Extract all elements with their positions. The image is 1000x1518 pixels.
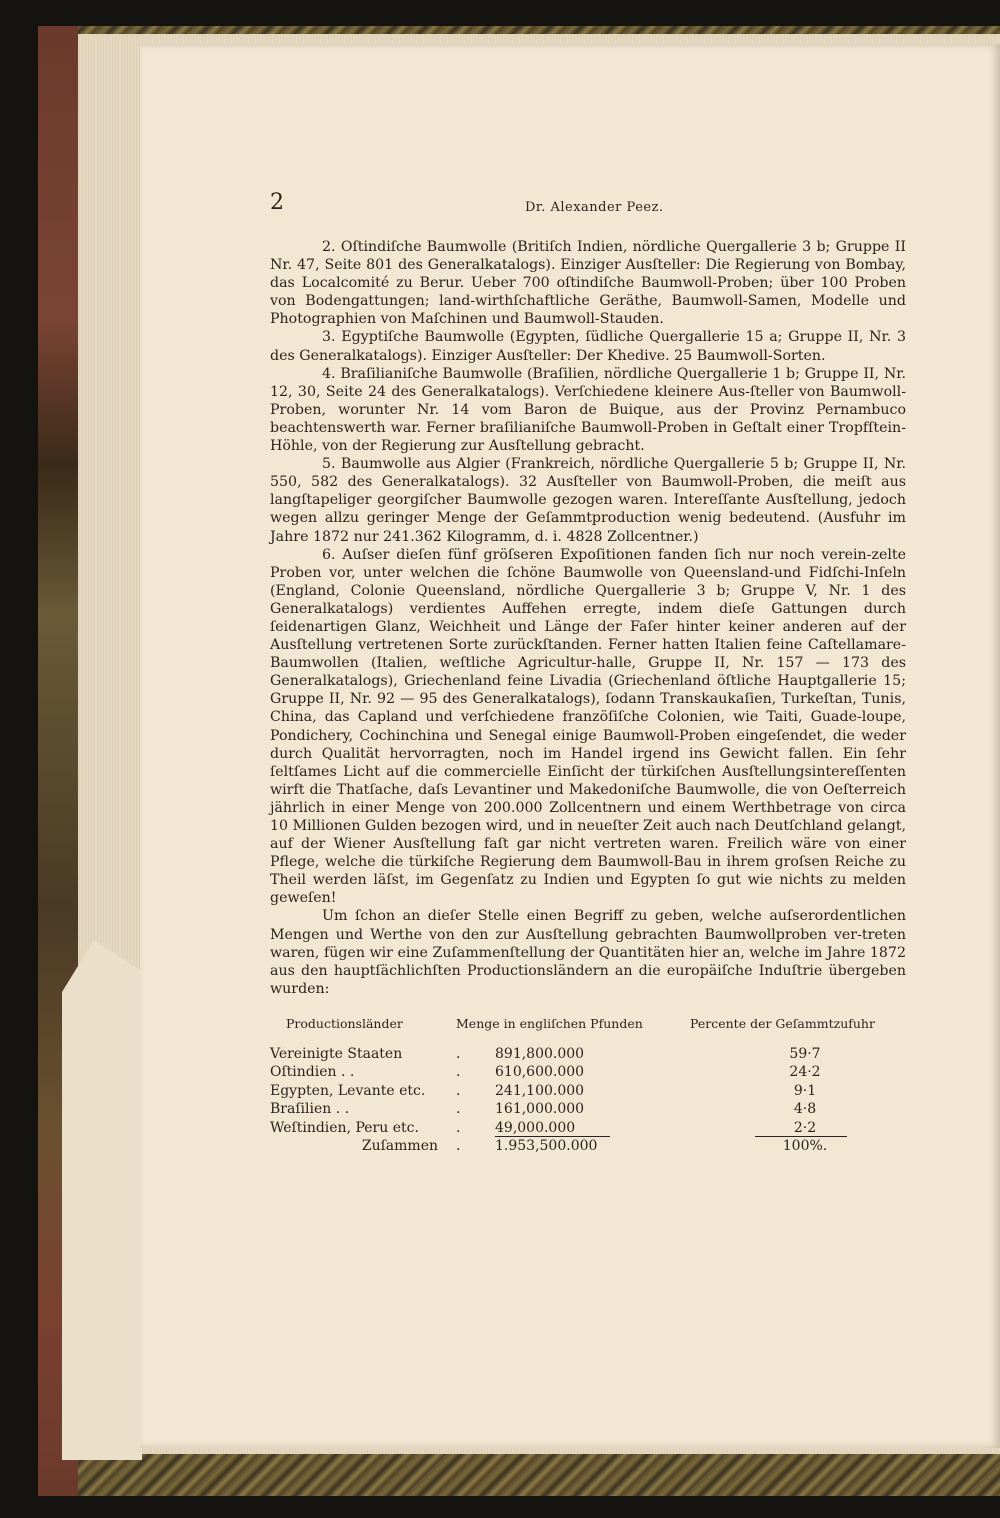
column-header-country: Productionsländer: [286, 1015, 403, 1031]
cell-country: Weſtindien, Peru etc.: [270, 1119, 419, 1136]
cell-percent: 9·1: [793, 1082, 817, 1099]
cell-dot: .: [456, 1045, 461, 1062]
cell-amount: 610,600.000: [495, 1064, 585, 1081]
column-header-percent: Percente der Geſammtzufuhr: [690, 1015, 875, 1031]
text-body: [270, 238, 906, 998]
cell-total-percent: 100%.: [782, 1138, 828, 1155]
cell-dot: .: [456, 1119, 461, 1136]
cell-amount: 891,800.000: [495, 1045, 585, 1062]
cell-dot: .: [456, 1138, 461, 1155]
percent-sum-rule: [755, 1136, 847, 1137]
paragraph-3: 3. Egyptiſche Baumwolle (Egypten, ſüdliche Quergallerie 15 a; Gruppe II, Nr. 3 des Generalkatalogs). Einziger Ausſteller: Der Khedive. 25 Baumwoll-Sorten.: [270, 329, 906, 364]
cell-percent: 59·7: [789, 1045, 821, 1062]
cell-amount: 161,000.000: [495, 1101, 585, 1118]
cell-dot: .: [456, 1064, 461, 1081]
cell-percent: 24·2: [789, 1064, 821, 1081]
running-head: Dr. Alexander Peez.: [525, 200, 664, 215]
table-row: [270, 1101, 906, 1120]
paragraph-intro-table: Um ſchon an dieſer Stelle einen Begriff zu geben, welche auſserordentlichen Mengen und Werthe von den zur Ausſtellung gebrachten Baumwollproben ver-treten waren, fügen wir eine Zuſammenſtellung der Quantitäten hier an, welche im Jahre 1872 aus den hauptſächlichſten Productionsländern an die europäiſche Induſtrie übergeben wurden:: [270, 908, 906, 997]
amount-sum-rule: [495, 1136, 610, 1137]
cell-country: Egypten, Levante etc.: [270, 1082, 426, 1099]
page-content: [270, 190, 906, 1157]
paragraph-2: 2. Oſtindiſche Baumwolle (Britiſch Indien, nördliche Quergallerie 3 b; Gruppe II Nr. 47, Seite 801 des Generalkatalogs). Einziger Ausſteller: Die Regierung von Bombay, das Localcomité zu Berur. Ueber 700 oſtindiſche Baumwoll-Proben; über 100 Proben von Bodengattungen; land-wirthſchaftliche Geräthe, Baumwoll-Samen, Modelle und Photographien von Maſchinen und Baumwoll-Stauden.: [270, 239, 906, 328]
paragraph-6: 6. Auſser dieſen fünf gröſseren Expoſitionen fanden ſich nur noch verein-zelte Proben vor, unter welchen die ſchöne Baumwolle von Queensland-und Fidſchi-Inſeln (England, Colonie Queensland, nördliche Quergallerie 3 b; Gruppe V, Nr. 1 des Generalkatalogs) verdientes Auffehen erregte, indem dieſe Gattungen durch ſeidenartigen Glanz, Weichheit und Länge der Faſer hinter keiner anderen auf der Ausſtellung vertretenen Sorte zurückſtanden. Ferner hatten Italien feine Caſtellamare-Baumwollen (Italien, weſtliche Agricultur-halle, Gruppe II, Nr. 157 — 173 des Generalkatalogs), Griechenland feine Livadia (Griechenland öſtliche Hauptgallerie 15; Gruppe II, Nr. 92 — 95 des Generalkatalogs), ſodann Transkaukaſien, Turkeſtan, Tunis, China, das Capland und verſchiedene franzöſiſche Colonien, wie Taiti, Guade-loupe, Pondichery, Cochinchina und Senegal einige Baumwoll-Proben eingeſendet, die weder durch Qualität hervorragten, noch im Handel irgend ins Gewicht fallen. Ein ſehr ſeltſames Licht auf die commercielle Einſicht der türkiſchen Ausſtellungsintereſſenten wirft die Thatſache, daſs Levantiner und Makedoniſche Baumwolle, die von Oeſterreich jährlich in einer Menge von 200.000 Zollcentnern und einem Werthbetrage von circa 10 Millionen Gulden bezogen wird, und in neueſter Zeit auch nach Deutſchland gelangt, auf der Wiener Ausſtellung faſt gar nicht vertreten waren. Freilich wäre von einer Pflege, welche die türkiſche Regierung dem Baumwoll-Bau in ihrem groſsen Reiche zu Theil werden läſst, im Gegenſatz zu Indien und Egypten ſo gut wie nichts zu melden geweſen!: [270, 546, 906, 907]
cell-country: Vereinigte Staaten: [270, 1045, 403, 1062]
table-row: [270, 1083, 906, 1102]
table-total-row: [270, 1138, 906, 1157]
folded-page-corner: [62, 940, 142, 1460]
cell-percent: 2·2: [793, 1119, 817, 1136]
cell-total-label: Zuſammen: [361, 1138, 438, 1155]
table-row: [270, 1046, 906, 1065]
cell-country: Oſtindien . .: [270, 1064, 355, 1081]
cell-total-amount: 1.953,500.000: [495, 1138, 598, 1155]
production-table: [270, 1016, 906, 1157]
cell-percent: 4·8: [793, 1101, 817, 1118]
table-header: [270, 1016, 906, 1046]
cell-amount: 241,100.000: [495, 1082, 585, 1099]
cell-dot: .: [456, 1101, 461, 1118]
table-row: [270, 1064, 906, 1083]
page-number: 2: [270, 190, 284, 215]
paragraph-5: 5. Baumwolle aus Algier (Frankreich, nördliche Quergallerie 5 b; Gruppe II, Nr. 550, 582 des Generalkatalogs). 32 Ausſteller von Baumwoll-Proben, die meiſt aus langſtapeliger georgiſcher Baumwolle gezogen waren. Intereſſante Ausſtellung, jedoch wegen allzu geringer Menge der Geſammtproduction wenig bedeutend. (Ausfuhr im Jahre 1872 nur 241.362 Kilogramm, d. i. 4828 Zollcentner.): [270, 456, 906, 545]
paragraph-4: 4. Braſilianiſche Baumwolle (Braſilien, nördliche Quergallerie 1 b; Gruppe II, Nr. 12, 30, Seite 24 des Generalkatalogs). Verſchiedene kleinere Aus-ſteller von Baumwoll-Proben, worunter Nr. 14 vom Baron de Buique, aus der Provinz Pernambuco beachtenswerth war. Ferner braſilianiſche Baumwoll-Proben in Geſtalt einer Tropfſtein-Höhle, von der Regierung zur Ausſtellung gebracht.: [270, 365, 906, 455]
cell-country: Braſilien . .: [270, 1101, 350, 1118]
column-header-amount: Menge in engliſchen Pfunden: [456, 1015, 643, 1031]
cell-dot: .: [456, 1082, 461, 1099]
page-header: [270, 190, 906, 238]
cell-amount: 49,000.000: [495, 1119, 576, 1136]
